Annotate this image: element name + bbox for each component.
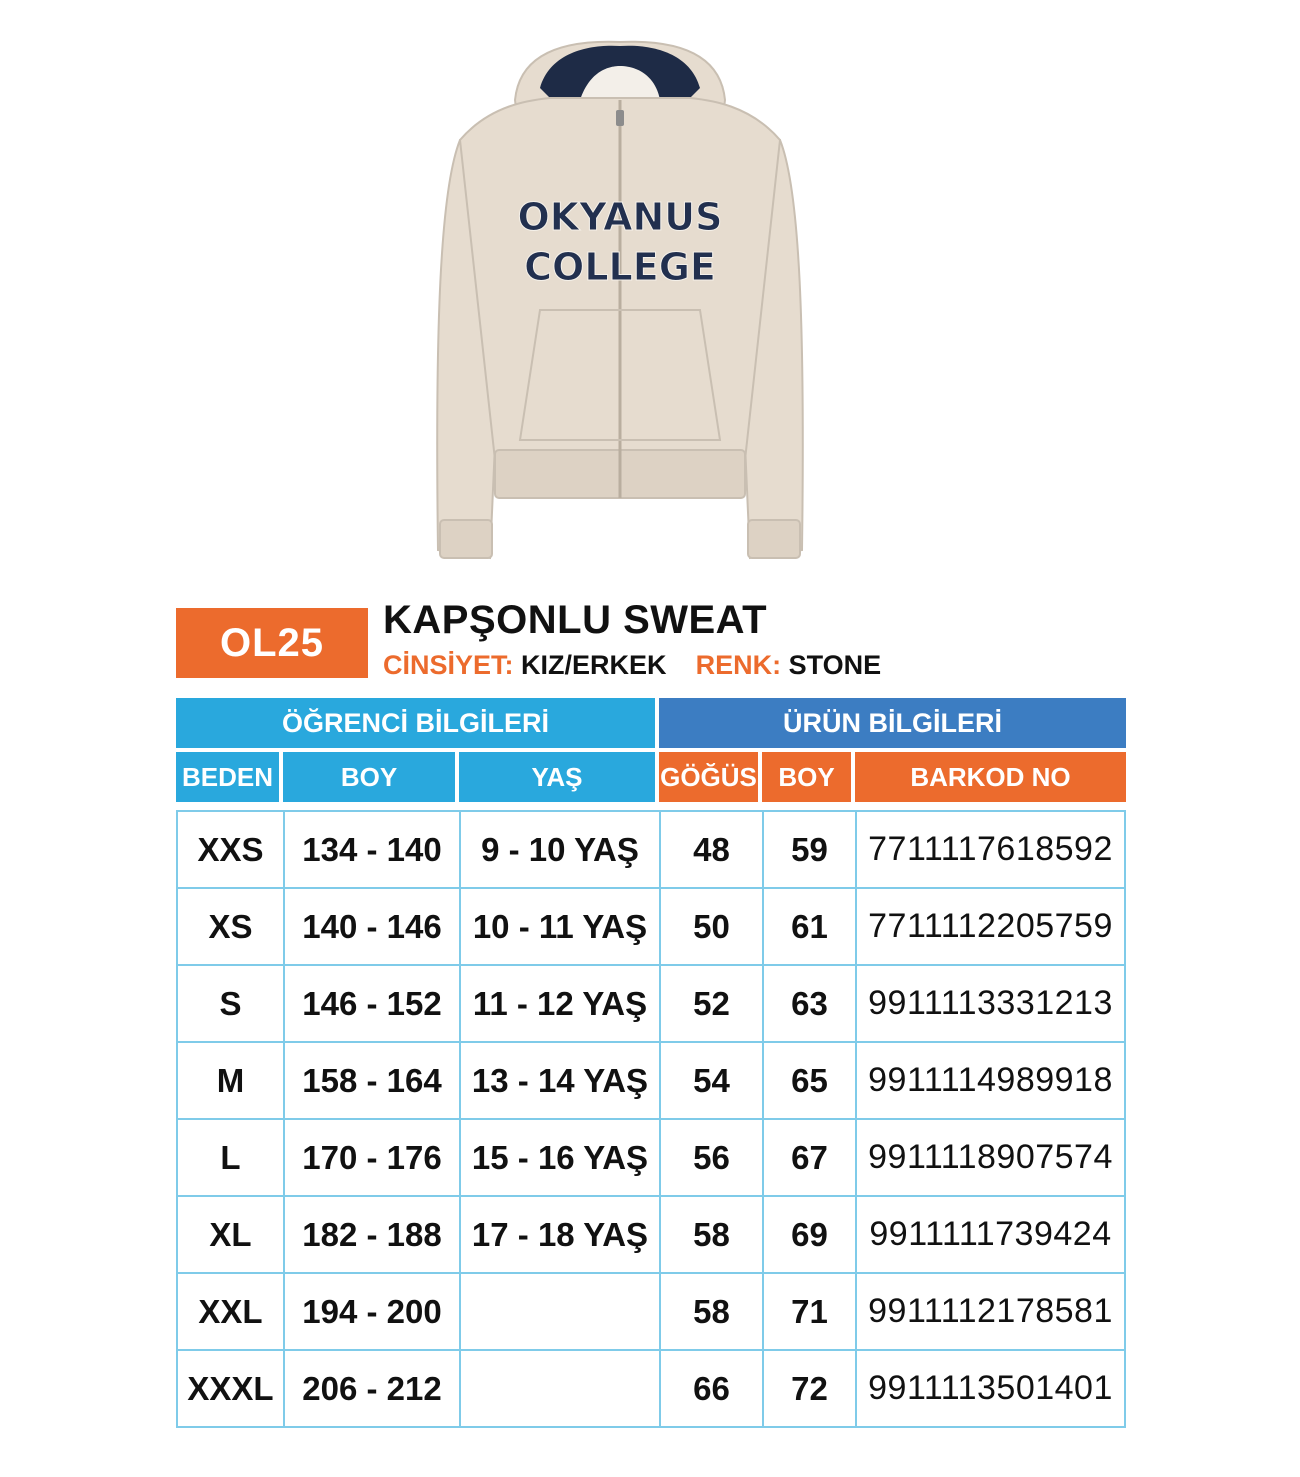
cell-barcode: 9911114989918 [855,1043,1126,1120]
print-line1: OKYANUS [517,195,723,239]
col-header-size: BEDEN [176,748,283,802]
table-row [176,966,1126,1043]
group-header-student: ÖĞRENCİ BİLGİLERİ [176,698,659,748]
cell-chest: 48 [659,810,762,889]
table-row [176,1197,1126,1274]
cell-age: 17 - 18 YAŞ [459,1197,659,1274]
cell-age [459,1351,659,1428]
cell-barcode: 9911118907574 [855,1120,1126,1197]
cell-length: 65 [762,1043,855,1120]
cell-height: 134 - 140 [283,810,459,889]
cell-height: 206 - 212 [283,1351,459,1428]
cell-size: XXXL [176,1351,283,1428]
gender-value: KIZ/ERKEK [521,650,667,680]
cell-height: 182 - 188 [283,1197,459,1274]
cell-chest: 58 [659,1197,762,1274]
table-row [176,1351,1126,1428]
cell-height: 158 - 164 [283,1043,459,1120]
cell-length: 61 [762,889,855,966]
cell-barcode: 7711117618592 [855,810,1126,889]
cell-chest: 50 [659,889,762,966]
cell-size: S [176,966,283,1043]
product-code-badge: OL25 [176,608,368,678]
product-title: KAPŞONLU SWEAT [383,598,768,642]
cell-size: L [176,1120,283,1197]
cell-length: 63 [762,966,855,1043]
col-header-age: YAŞ [459,748,659,802]
cell-length: 69 [762,1197,855,1274]
cell-length: 59 [762,810,855,889]
cell-height: 146 - 152 [283,966,459,1043]
table-row [176,810,1126,889]
cell-height: 194 - 200 [283,1274,459,1351]
cell-age: 10 - 11 YAŞ [459,889,659,966]
group-header-product: ÜRÜN BİLGİLERİ [659,698,1126,748]
product-header [176,598,1126,688]
cell-height: 170 - 176 [283,1120,459,1197]
table-row [176,1274,1126,1351]
cell-length: 71 [762,1274,855,1351]
table-row [176,889,1126,966]
col-header-barcode: BARKOD NO [855,748,1126,802]
cell-age [459,1274,659,1351]
cell-age: 9 - 10 YAŞ [459,810,659,889]
cell-chest: 66 [659,1351,762,1428]
col-header-length: BOY [762,748,855,802]
print-line2: COLLEGE [524,245,716,289]
cell-chest: 56 [659,1120,762,1197]
table-row [176,1120,1126,1197]
color-value: STONE [788,650,882,680]
cell-chest: 58 [659,1274,762,1351]
cell-chest: 52 [659,966,762,1043]
color-label: RENK: [695,650,782,680]
cell-age: 11 - 12 YAŞ [459,966,659,1043]
cell-chest: 54 [659,1043,762,1120]
col-header-chest: GÖĞÜS [659,748,762,802]
cell-barcode: 9911113331213 [855,966,1126,1043]
cell-size: XXL [176,1274,283,1351]
cell-age: 15 - 16 YAŞ [459,1120,659,1197]
product-image [420,30,820,575]
cell-length: 72 [762,1351,855,1428]
product-meta [383,650,881,681]
cell-barcode: 9911111739424 [855,1197,1126,1274]
cell-age: 13 - 14 YAŞ [459,1043,659,1120]
cell-barcode: 9911113501401 [855,1351,1126,1428]
cell-barcode: 7711112205759 [855,889,1126,966]
cell-size: XXS [176,810,283,889]
gender-label: CİNSİYET: [383,650,514,680]
cell-size: XL [176,1197,283,1274]
cell-size: XS [176,889,283,966]
size-table [176,698,1126,1428]
cell-barcode: 9911112178581 [855,1274,1126,1351]
cell-height: 140 - 146 [283,889,459,966]
cell-size: M [176,1043,283,1120]
table-row [176,1043,1126,1120]
cell-length: 67 [762,1120,855,1197]
col-header-height: BOY [283,748,459,802]
